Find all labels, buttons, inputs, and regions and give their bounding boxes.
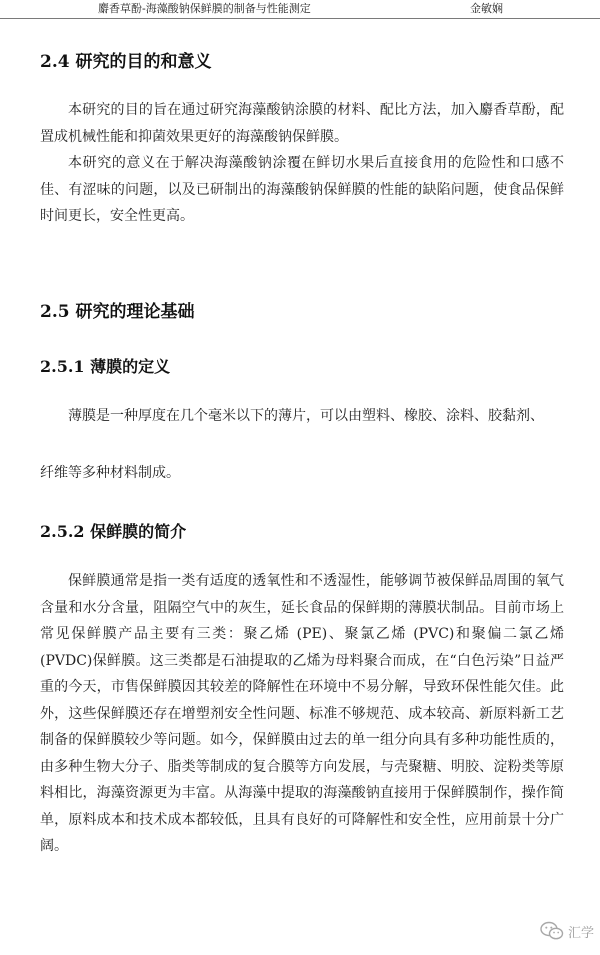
- section-2-4-heading: 2.4 研究的目的和意义: [40, 52, 212, 72]
- header-author: 金敏娴: [470, 2, 503, 15]
- section-2-4-paragraph-2: 本研究的意义在于解决海藻酸钠涂覆在鲜切水果后直接食用的危险性和口感不佳、有涩味的问题，以及已研制出的海藻酸钠保鲜膜的性能的缺陷问题，使食品保鲜时间更长，安全性更高。: [40, 155, 564, 224]
- wechat-icon: [540, 921, 564, 941]
- watermark: [540, 919, 594, 943]
- section-2-5-1-paragraph-line-1: 薄膜是一种厚度在几个毫米以下的薄片，可以由塑料、橡胶、涂料、胶黏剂、: [68, 408, 544, 424]
- section-2-5-heading: 2.5 研究的理论基础: [40, 302, 195, 322]
- section-2-5-1-paragraph-line-2: 纤维等多种材料制成。: [40, 465, 180, 481]
- section-2-5-2-paragraph-1: 保鲜膜通常是指一类有适度的透氧性和不透湿性，能够调节被保鲜品周围的氧气含量和水分含量，阻隔空气中的灰生，延长食品的保鲜期的薄膜状制品。目前市场上常见保鲜膜产品主要有三类：聚乙烯 (PE)、聚氯乙烯 (PVC)和聚偏二氯乙烯 (PVDC)保鲜膜。这三类都是石油提取的乙烯为母料聚合而成，在“白色污染”日益严重的今天，市售保鲜膜因其较差的降解性在环境中不易分解，导致环保性能欠佳。此外，这些保鲜膜还存在增塑剂安全性问题、标准不够规范、成本较高、新原料新工艺制备的保鲜膜较少等问题。如今，保鲜膜由过去的单一组分向具有多种功能性质的，由多种生物大分子、脂类等制成的复合膜等方向发展，与壳聚糖、明胶、淀粉类等原料相比，海藻资源更为丰富。从海藻中提取的海藻酸钠直接用于保鲜膜制作，操作简单，原料成本和技术成本都较低，且具有良好的可降解性和安全性，应用前景十分广阔。: [40, 573, 564, 854]
- header-title: 麝香草酚-海藻酸钠保鲜膜的制备与性能测定: [98, 2, 311, 15]
- watermark-text: 汇学: [567, 925, 594, 941]
- section-2-4-paragraph-1: 本研究的目的旨在通过研究海藻酸钠涂膜的材料、配比方法，加入麝香草酚，配置成机械性能和抑菌效果更好的海藻酸钠保鲜膜。: [40, 102, 564, 145]
- page-header: [0, 0, 600, 19]
- section-2-5-1-heading: 2.5.1 薄膜的定义: [40, 357, 171, 376]
- section-2-5-2-heading: 2.5.2 保鲜膜的简介: [40, 522, 187, 541]
